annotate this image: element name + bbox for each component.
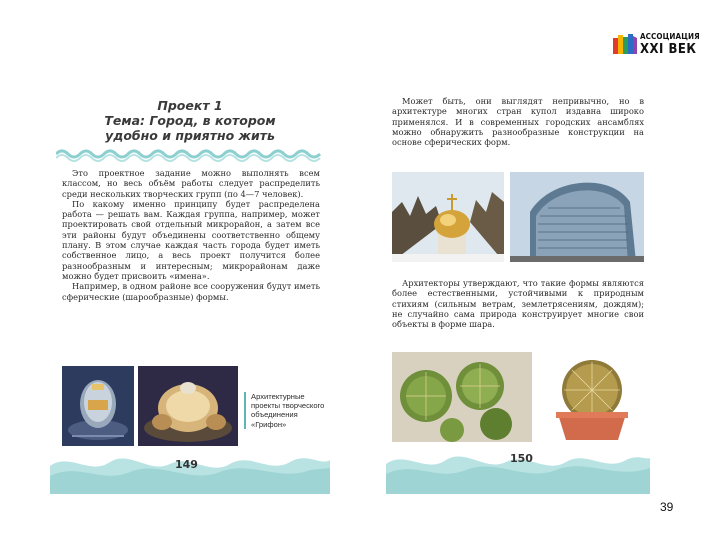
sphere-building-model-image: [62, 366, 134, 446]
church-dome-photo: [392, 172, 504, 262]
left-paragraph-2: По какому именно принципу будет распределена работа — решать вам. Каждая группа, например, может проектировать свой отдельный микрорайон, а затем все эти районы будут объединены соответственно общему плану. В этом случае каждая часть города будет иметь собственное лицо, а весь проект получится более разнообразным и интересным; микрорайонам даже можно будет присвоить «имена».: [62, 198, 320, 281]
project-title: [56, 98, 324, 143]
title-line-2: Тема: Город, в котором: [104, 113, 276, 128]
title-line-1: Проект 1: [157, 98, 223, 113]
logo: [612, 30, 700, 60]
left-paragraph-3: Например, в одном районе все сооружения будут иметь сферические (шарообразные) формы.: [62, 281, 320, 302]
books-logo-icon: [612, 32, 638, 56]
page-number-right: 150: [510, 452, 533, 465]
right-paragraph-mid: Архитекторы утверждают, что такие формы являются более естественными, устойчивыми к природным стихиям (сильным ветрам, землетрясениям, дождям); не случайно сама природа конструирует многие свои объекты в форме шара.: [392, 278, 644, 330]
right-body-text-mid: [392, 278, 644, 329]
right-paragraph-top: Может быть, они выглядят непривычно, но в архитектуре многих стран купол издавна широко применялся. И в современных городских ансамблях можно обнаружить разнообразные конструкции на основе сферических форм.: [392, 96, 644, 148]
glass-building-photo: [510, 172, 644, 262]
logo-line2: XXI ВЕК: [640, 42, 697, 57]
right-body-text-top: [392, 96, 644, 147]
title-wave-divider: [56, 146, 324, 162]
dome-city-model-image: [138, 366, 238, 446]
potted-cactus-photo: [540, 352, 644, 442]
image-caption: Архитектурные проекты творческого объединения «Грифон»: [244, 392, 327, 429]
left-paragraph-1: Это проектное задание можно выполнять всем классом, но весь объём работы следует распределить среди нескольких творческих групп (по 4—7 человек).: [62, 168, 320, 199]
left-body-text: [62, 168, 320, 302]
barrel-cactus-photo: [392, 352, 532, 442]
logo-line1: АССОЦИАЦИЯ: [640, 32, 700, 41]
title-line-3: удобно и приятно жить: [105, 128, 275, 143]
page-number-left: 149: [175, 458, 198, 471]
slide-number: 39: [660, 500, 674, 514]
